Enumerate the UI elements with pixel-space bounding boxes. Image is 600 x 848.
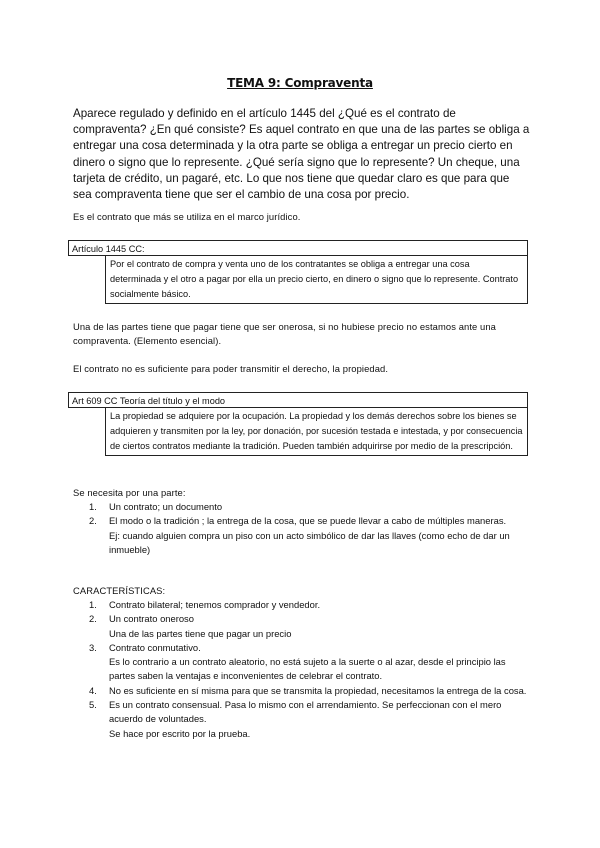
list-number: 1. xyxy=(89,501,97,512)
paragraph-not-sufficient: El contrato no es suficiente para poder transmitir el derecho, la propiedad. xyxy=(73,363,389,374)
list-item xyxy=(73,684,533,698)
article-1445-header: Artículo 1445 CC: xyxy=(68,240,528,256)
paragraph-onerosa: Una de las partes tiene que pagar tiene que ser onerosa, si no hubiese precio no estamos ante una compraventa. (Elemento esencial). xyxy=(73,321,496,346)
page-title: TEMA 9: Compraventa xyxy=(227,76,373,90)
article-609-header: Art 609 CC Teoría del título y el modo xyxy=(68,392,528,408)
list-item-subtext: Es lo contrario a un contrato aleatorio, no está sujeto a la suerte o al azar, desde el principio las partes saben la ventajas e inconvenientes de celebrar el contrato. xyxy=(109,656,506,682)
paragraph-se-necesita: Se necesita por una parte: xyxy=(73,487,186,498)
list-item-subtext: Una de las partes tiene que pagar un precio xyxy=(109,627,292,639)
list-item-text: Es un contrato consensual. Pasa lo mismo con el arrendamiento. Se perfeccionan con el mero acuerdo de voluntades. xyxy=(109,699,502,725)
intro-paragraph: Aparece regulado y definido en el artículo 1445 del ¿Qué es el contrato de compraventa? ¿En qué consiste? Es aquel contrato en que una de las partes se obliga a entregar una cosa determinada y la otra parte se obliga a entregar un precio cierto en dinero o signo que lo represente. ¿Qué sería signo que lo represente? Un cheque, una tarjeta de crédito, un pagaré, etc. Lo que nos tiene que quedar claro es que para que sea compraventa tiene que ser el cambio de una cosa por precio. xyxy=(73,107,530,202)
list-number: 3. xyxy=(89,641,97,653)
list-item xyxy=(73,698,533,741)
list-number: 5. xyxy=(89,699,97,711)
list-item-text: Un contrato oneroso xyxy=(109,613,194,625)
list-item-subtext: Ej: cuando alguien compra un piso con un acto simbólico de dar las llaves (como echo de dar un inmueble) xyxy=(109,529,510,555)
list-item xyxy=(73,612,533,641)
list-number: 4. xyxy=(89,684,97,696)
article-609-body: La propiedad se adquiere por la ocupación. La propiedad y los demás derechos sobre los bienes se adquieren y transmiten por la ley, por donación, por sucesión testada e intestada, y por consecuencia de ciertos contratos mediante la tradición. Pueden también adquirirse por medio de la prescripción. xyxy=(105,408,528,456)
list-item-text: No es suficiente en sí misma para que se transmita la propiedad, necesitamos la entrega de la cosa. xyxy=(109,684,527,696)
list-item xyxy=(73,514,533,557)
article-1445-body: Por el contrato de compra y venta uno de los contratantes se obliga a entregar una cosa determinada y el otro a pagar por ella un precio cierto, en dinero o signo que lo represente. Contrato socialmente básico. xyxy=(105,256,528,304)
list-number: 2. xyxy=(89,613,97,625)
list-item xyxy=(73,500,533,514)
list-item-text: Un contrato; un documento xyxy=(109,501,223,512)
list-item-text: Contrato bilateral; tenemos comprador y vendedor. xyxy=(109,599,321,610)
list-number: 2. xyxy=(89,515,97,527)
list-item-text: Contrato conmutativo. xyxy=(109,641,201,653)
needs-list xyxy=(73,500,533,557)
list-item xyxy=(73,641,533,684)
paragraph-most-used: Es el contrato que más se utiliza en el marco jurídico. xyxy=(73,211,301,222)
characteristics-list xyxy=(73,598,533,741)
list-item xyxy=(73,598,533,612)
list-item-subtext: Se hace por escrito por la prueba. xyxy=(109,727,251,739)
characteristics-heading: CARACTERÍSTICAS: xyxy=(73,585,166,596)
list-item-text: El modo o la tradición ; la entrega de la cosa, que se puede llevar a cabo de múltiples maneras. xyxy=(109,515,507,527)
list-number: 1. xyxy=(89,599,97,610)
